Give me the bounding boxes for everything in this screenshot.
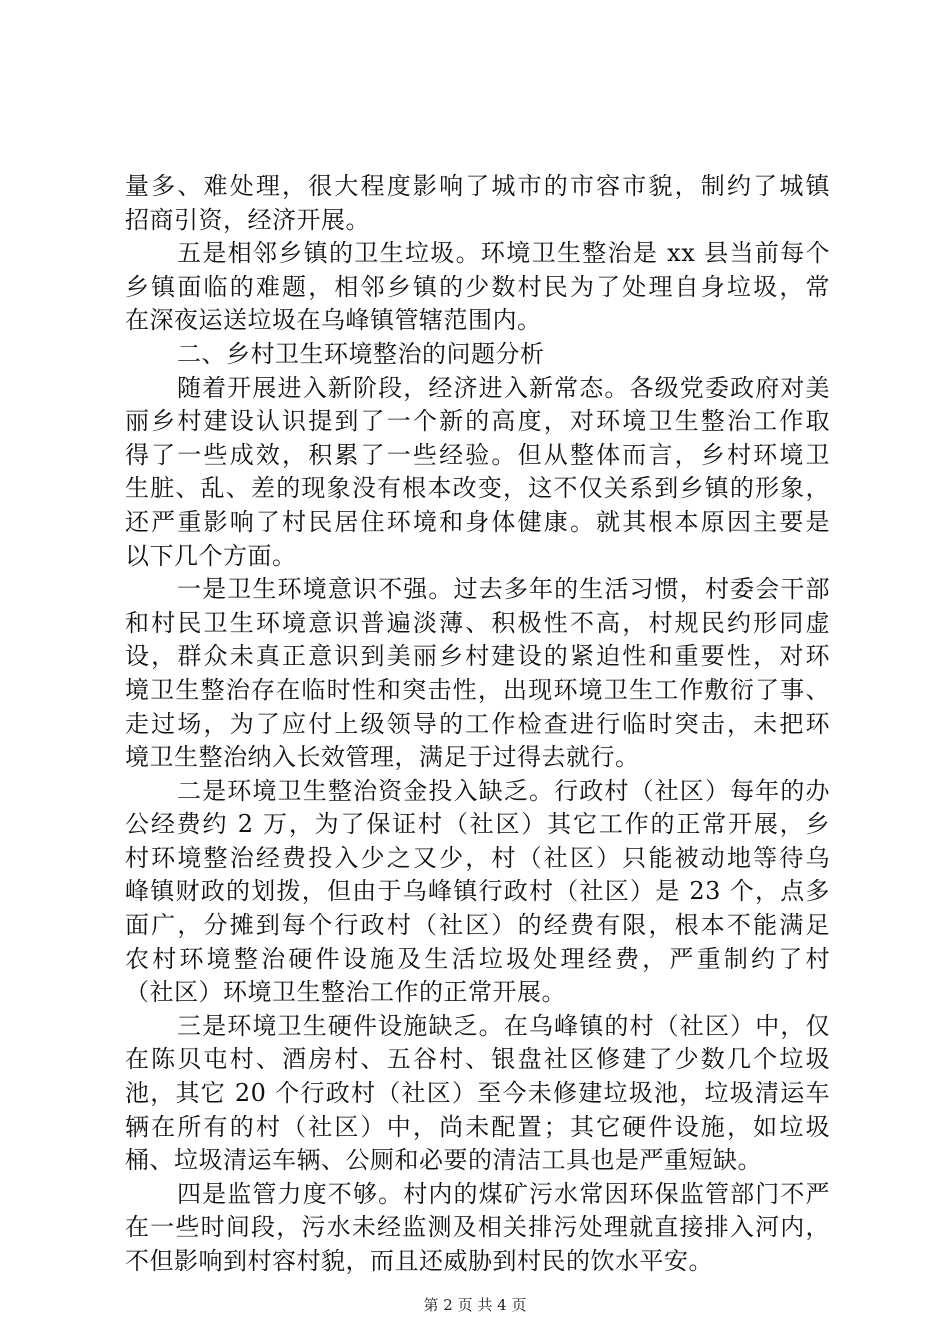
text-line: 在深夜运送垃圾在乌峰镇管辖范围内。 (125, 306, 542, 335)
text-line: 以下几个方面。 (125, 541, 297, 570)
text-line: 量多、难处理，很大程度影响了城市的市容市貌，制约了城镇 (125, 172, 830, 200)
text-line: 丽乡村建设认识提到了一个新的高度，对环境卫生整治工作取 (125, 407, 830, 436)
text-line: 乡镇面临的难题，相邻乡镇的少数村民为了处理自身垃圾，常 (125, 272, 830, 301)
text-line: 和村民卫生环境意识普遍淡薄、积极性不高，村规民约形同虚 (125, 608, 830, 637)
text-line: 二是环境卫生整治资金投入缺乏。行政村（社区）每年的办 (177, 776, 830, 805)
text-line: 桶、垃圾清运车辆、公厕和必要的清洁工具也是严重短缺。 (125, 1146, 762, 1175)
text-line: 生脏、乱、差的现象没有根本改变，这不仅关系到乡镇的形象， (125, 474, 830, 503)
text-line: 随着开展进入新阶段，经济进入新常态。各级党委政府对美 (177, 373, 830, 402)
text-line: 不但影响到村容村貌，而且还威胁到村民的饮水平安。 (125, 1247, 713, 1275)
text-line: 五是相邻乡镇的卫生垃圾。环境卫生整治是 xx 县当前每个 (177, 239, 830, 268)
text-line: 招商引资，经济开展。 (125, 205, 370, 234)
document-body (125, 170, 830, 1279)
text-line: 辆在所有的村（社区）中，尚未配置；其它硬件设施，如垃圾 (125, 1112, 830, 1141)
text-line: 一是卫生环境意识不强。过去多年的生活习惯，村委会干部 (177, 575, 830, 604)
text-line: 境卫生整治纳入长效管理，满足于过得去就行。 (125, 743, 640, 772)
page-number-footer: 第 2 页 共 4 页 (423, 1296, 527, 1314)
section-heading: 二、乡村卫生环境整治的问题分析 (177, 339, 545, 368)
text-line: 三是环境卫生硬件设施缺乏。在乌峰镇的村（社区）中，仅 (177, 1011, 830, 1040)
text-line: 公经费约 2 万，为了保证村（社区）其它工作的正常开展，乡 (125, 810, 830, 839)
text-line: 面广，分摊到每个行政村（社区）的经费有限，根本不能满足 (125, 911, 830, 940)
text-line: 设，群众未真正意识到美丽乡村建设的紧迫性和重要性，对环 (125, 642, 830, 671)
text-line: 在陈贝屯村、酒房村、五谷村、银盘社区修建了少数几个垃圾 (125, 1045, 830, 1074)
text-line: 得了一些成效，积累了一些经验。但从整体而言，乡村环境卫 (125, 440, 830, 469)
text-line: 农村环境整治硬件设施及生活垃圾处理经费，严重制约了村 (125, 944, 830, 973)
text-line: 还严重影响了村民居住环境和身体健康。就其根本原因主要是 (125, 507, 830, 536)
text-line: 村环境整治经费投入少之又少，村（社区）只能被动地等待乌 (125, 843, 830, 872)
text-line: （社区）环境卫生整治工作的正常开展。 (125, 978, 566, 1007)
text-line: 境卫生整治存在临时性和突击性，出现环境卫生工作敷衍了事、 (125, 675, 830, 704)
text-line: 四是监管力度不够。村内的煤矿污水常因环保监管部门不严 (177, 1179, 830, 1208)
text-line: 池，其它 20 个行政村（社区）至今未修建垃圾池，垃圾清运车 (125, 1079, 830, 1108)
text-line: 峰镇财政的划拨，但由于乌峰镇行政村（社区）是 23 个，点多 (125, 877, 830, 906)
text-line: 走过场，为了应付上级领导的工作检查进行临时突击，未把环 (125, 709, 830, 738)
text-line: 在一些时间段，污水未经监测及相关排污处理就直接排入河内， (125, 1213, 830, 1242)
